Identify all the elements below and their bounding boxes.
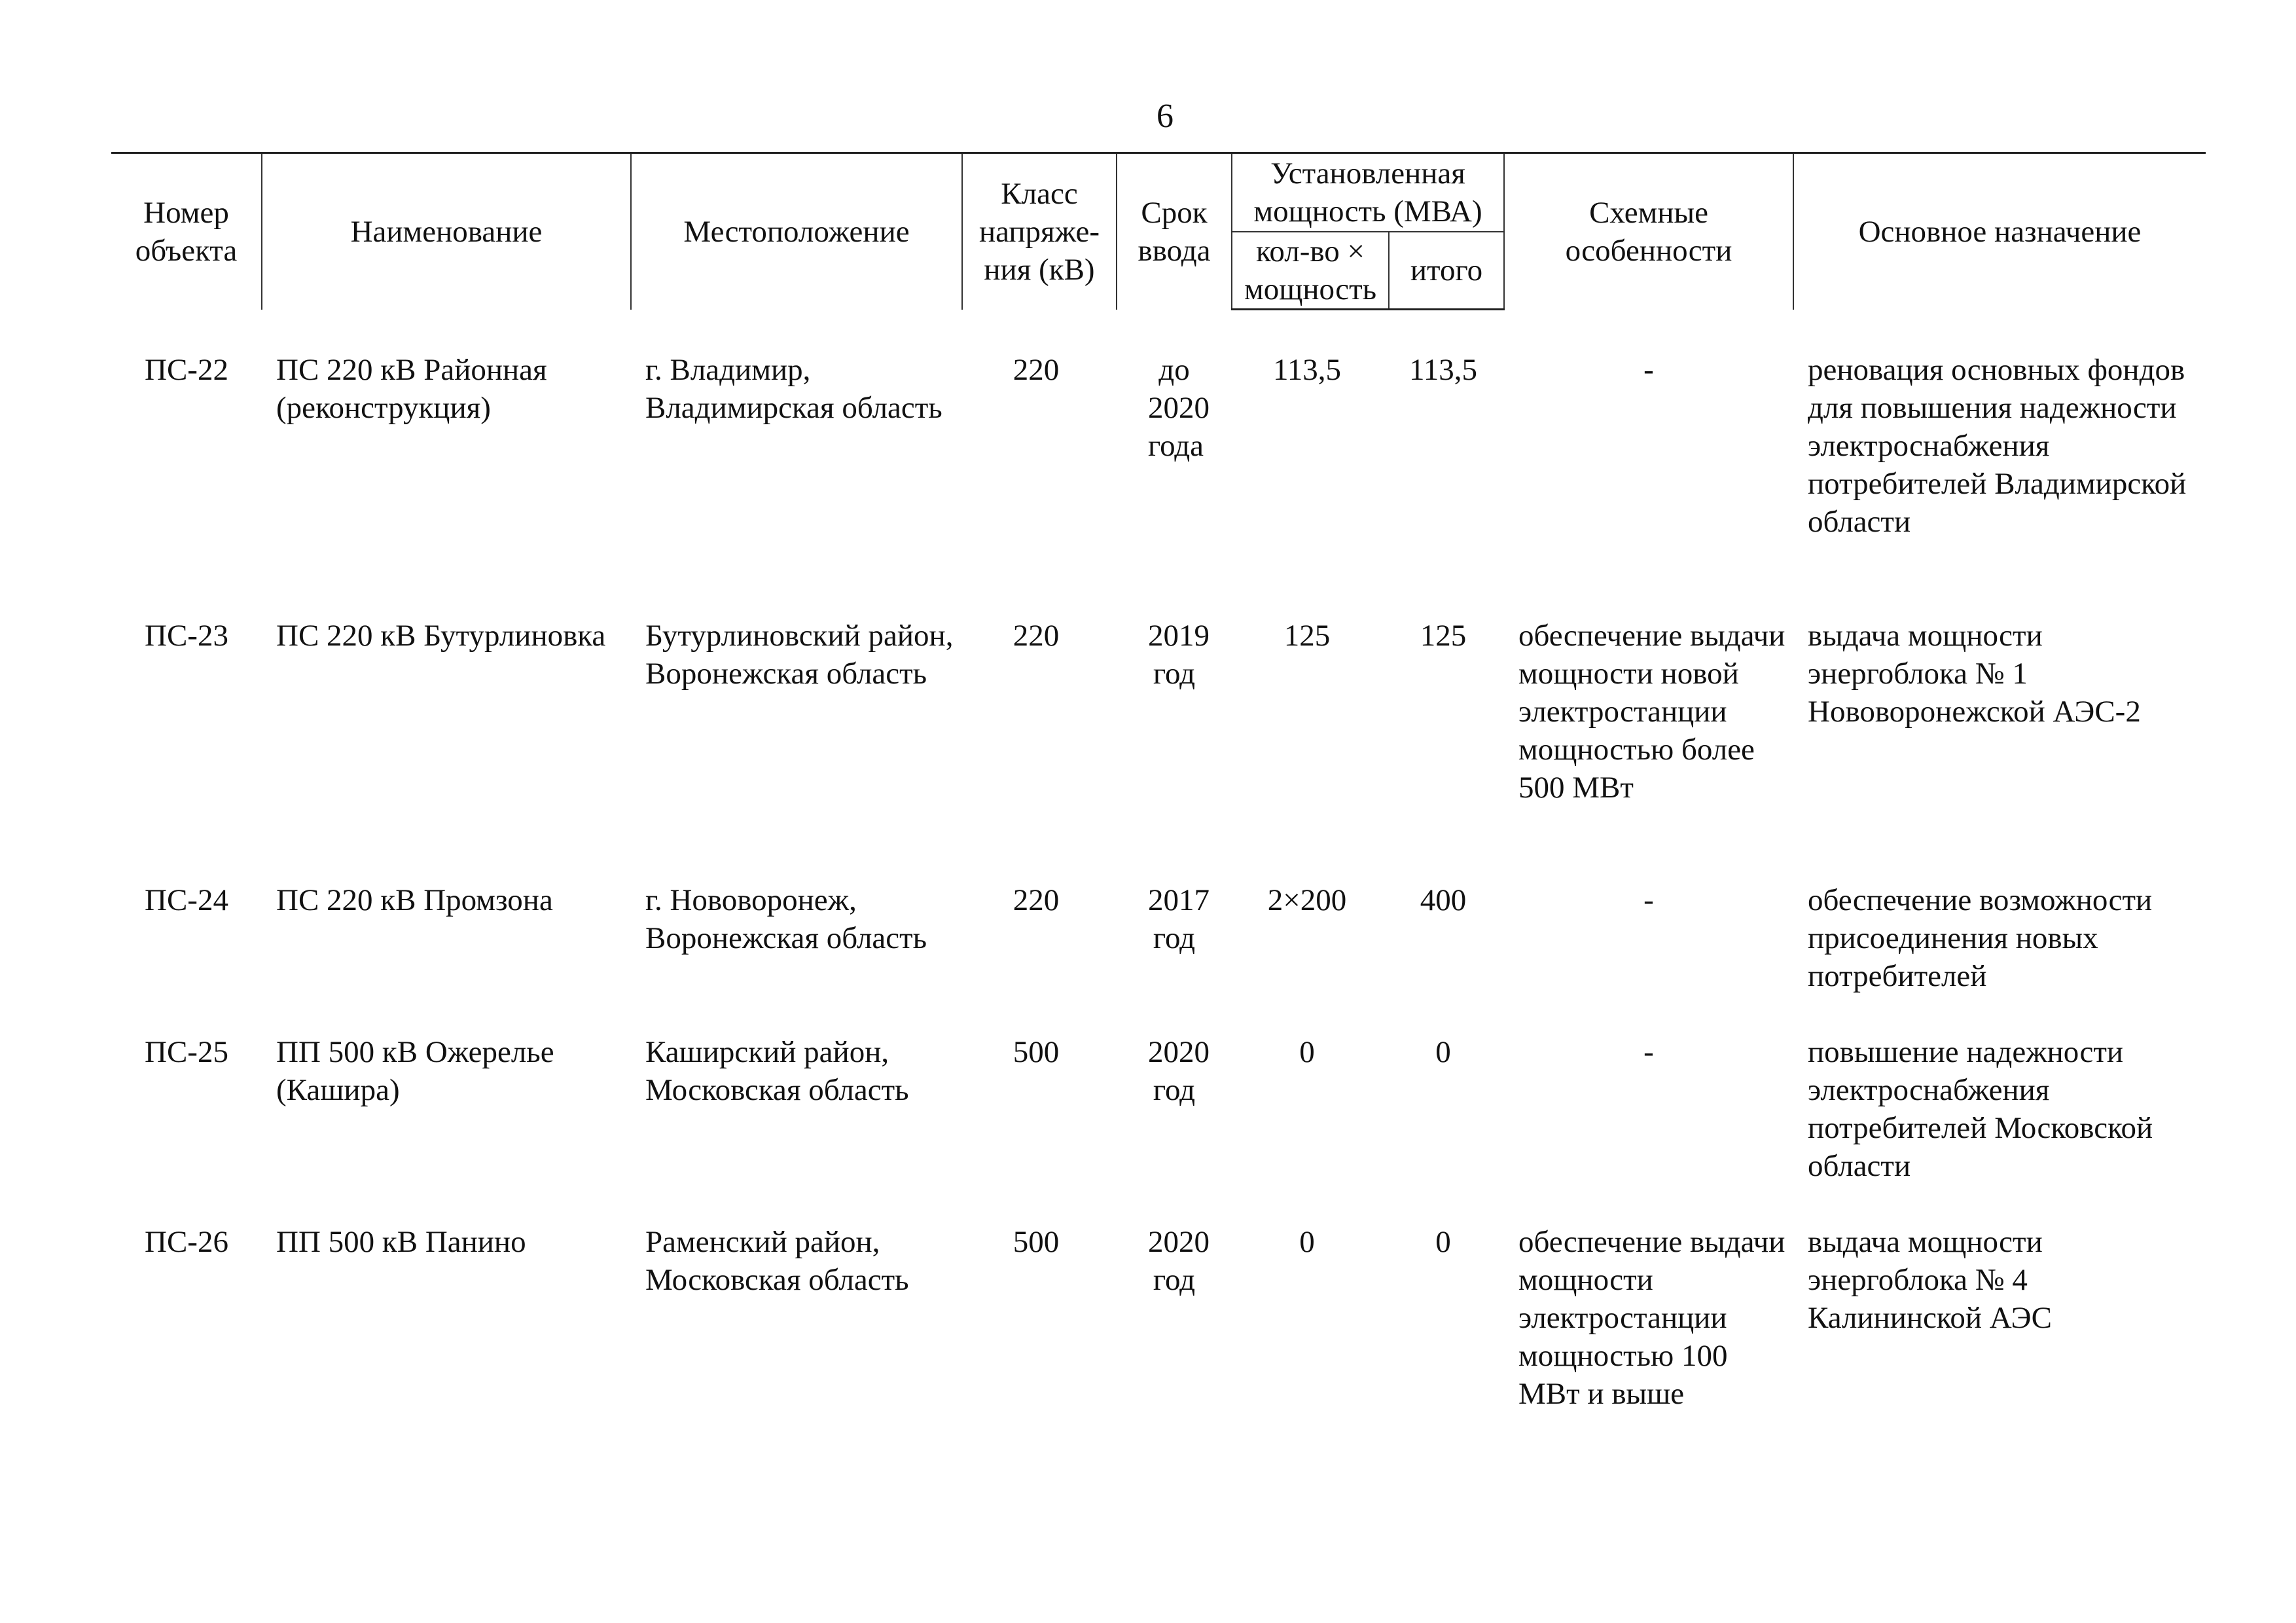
header-commissioning: Срок ввода [1117, 153, 1232, 310]
cell-features: - [1643, 883, 1654, 917]
cell-purpose: реновация основных фондов для повышения надежности электроснабжения потребителей Владимирской области [1808, 353, 2187, 539]
cell-qty-capacity: 113,5 [1272, 353, 1341, 387]
cell-purpose: выдача мощности энергоблока № 4 Калининской АЭС [1808, 1225, 2052, 1335]
header-installed-capacity: Установленная мощность (МВА) [1232, 153, 1504, 232]
cell-qty-capacity: 125 [1283, 619, 1331, 653]
cell-voltage: 500 [1013, 1035, 1060, 1069]
cell-purpose: выдача мощности энергоблока № 1 Нововоронежской АЭС-2 [1808, 619, 2141, 729]
header-location: Местоположение [631, 153, 962, 310]
cell-name: ПП 500 кВ Ожерелье (Кашира) [276, 1035, 554, 1107]
page-number: 6 [1157, 98, 1174, 135]
table-row [111, 351, 2206, 617]
cell-location: г. Нововоронеж, Воронежская область [645, 883, 927, 955]
cell-total: 113,5 [1408, 353, 1477, 387]
cell-term: 2020 год [1148, 1225, 1210, 1297]
cell-features: - [1643, 353, 1654, 387]
cell-name: ПП 500 кВ Панино [276, 1225, 526, 1259]
cell-voltage: 220 [1013, 619, 1060, 653]
cell-name: ПС 220 кВ Промзона [276, 883, 553, 917]
cell-term: 2019 год [1148, 619, 1210, 691]
cell-features: обеспечение выдачи мощности новой электростанции мощностью более 500 МВт [1518, 619, 1785, 805]
cell-qty-capacity: 0 [1299, 1035, 1315, 1069]
substations-table [111, 152, 2206, 1413]
cell-id: ПС-26 [145, 1225, 228, 1259]
cell-id: ПС-22 [145, 353, 228, 387]
cell-total: 125 [1420, 619, 1467, 653]
cell-total: 0 [1435, 1225, 1451, 1259]
cell-id: ПС-23 [145, 619, 228, 653]
cell-term: 2017 год [1148, 883, 1210, 955]
cell-location: Каширский район, Московская область [645, 1035, 909, 1107]
cell-name: ПС 220 кВ Бутурлиновка [276, 619, 606, 653]
header-qty-x-capacity: кол-во × мощность [1232, 232, 1389, 310]
header-name: Наименование [262, 153, 631, 310]
cell-location: г. Владимир, Владимирская область [645, 353, 942, 425]
header-scheme-features: Схемные особенности [1504, 153, 1793, 310]
cell-id: ПС-24 [145, 883, 228, 917]
cell-id: ПС-25 [145, 1035, 228, 1069]
table-header [111, 153, 2206, 310]
header-main-purpose: Основное назначение [1793, 153, 2206, 310]
cell-location: Раменский район, Московская область [645, 1225, 909, 1297]
header-total: итого [1389, 232, 1504, 310]
cell-voltage: 220 [1013, 883, 1060, 917]
header-object-number: Номер объекта [111, 153, 262, 310]
table-row [111, 617, 2206, 881]
cell-qty-capacity: 2×200 [1267, 883, 1347, 917]
cell-qty-capacity: 0 [1299, 1225, 1315, 1259]
cell-term: до 2020 года [1148, 353, 1210, 463]
cell-purpose: повышение надежности электроснабжения потребителей Московской области [1808, 1035, 2153, 1183]
table-row [111, 1223, 2206, 1413]
cell-purpose: обеспечение возможности присоединения новых потребителей [1808, 883, 2153, 993]
cell-features: обеспечение выдачи мощности электростанции мощностью 100 МВт и выше [1518, 1225, 1785, 1411]
cell-voltage: 220 [1013, 353, 1060, 387]
cell-features: - [1643, 1035, 1654, 1069]
table-row [111, 881, 2206, 1033]
table-row [111, 1033, 2206, 1223]
cell-total: 400 [1420, 883, 1467, 917]
table-body [111, 310, 2206, 1413]
cell-term: 2020 год [1148, 1035, 1210, 1107]
cell-voltage: 500 [1013, 1225, 1060, 1259]
cell-name: ПС 220 кВ Районная (реконструкция) [276, 353, 547, 425]
cell-total: 0 [1435, 1035, 1451, 1069]
header-voltage-class: Класс напряже-ния (кВ) [962, 153, 1117, 310]
cell-location: Бутурлиновский район, Воронежская область [645, 619, 954, 691]
